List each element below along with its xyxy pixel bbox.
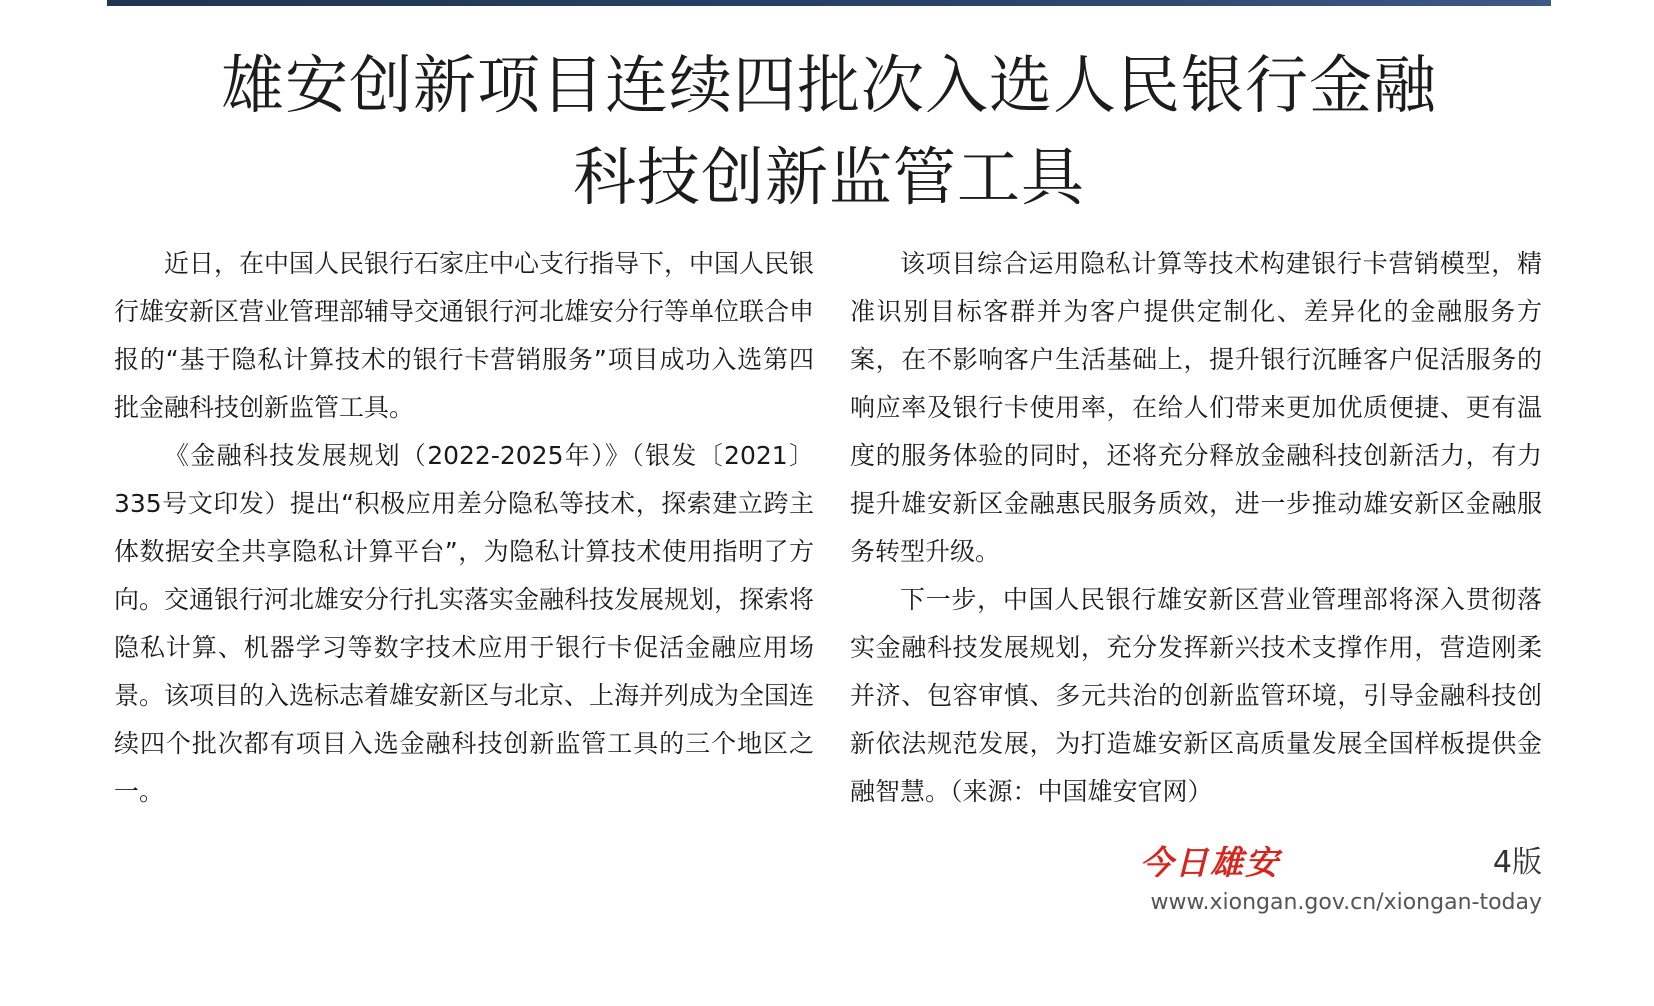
headline-line-2: 科技创新监管工具 (573, 141, 1085, 214)
article-column-left (114, 240, 814, 816)
headline (107, 40, 1551, 224)
headline-line-1: 雄安创新项目连续四批次入选人民银行金融 (221, 49, 1437, 122)
article-paragraph: 下一步，中国人民银行雄安新区营业管理部将深入贯彻落实金融科技发展规划，充分发挥新兴技术支撑作用，营造刚柔并济、包容审慎、多元共治的创新监管环境，引导金融科技创新依法规范发展，为打造雄安新区高质量发展全国样板提供金融智慧。（来源：中国雄安官网） (850, 585, 1542, 806)
page-number: 4版 (1492, 845, 1542, 880)
source-url: www.xiongan.gov.cn/xiongan-today (1150, 890, 1542, 915)
article-paragraph: 该项目综合运用隐私计算等技术构建银行卡营销模型，精准识别目标客群并为客户提供定制化、差异化的金融服务方案，在不影响客户生活基础上，提升银行沉睡客户促活服务的响应率及银行卡使用率，在给人们带来更加优质便捷、更有温度的服务体验的同时，还将充分释放金融科技创新活力，有力提升雄安新区金融惠民服务质效，进一步推动雄安新区金融服务转型升级。 (850, 249, 1542, 566)
article-column-right (850, 240, 1542, 816)
article-paragraph: 《金融科技发展规划（2022-2025年）》（银发〔2021〕335号文印发）提出“积极应用差分隐私等技术，探索建立跨主体数据安全共享隐私计算平台”，为隐私计算技术使用指明了方向。交通银行河北雄安分行扎实落实金融科技发展规划，探索将隐私计算、机器学习等数字技术应用于银行卡促活金融应用场景。该项目的入选标志着雄安新区与北京、上海并列成为全国连续四个批次都有项目入选金融科技创新监管工具的三个地区之一。 (114, 441, 815, 806)
article-paragraph: 近日，在中国人民银行石家庄中心支行指导下，中国人民银行雄安新区营业管理部辅导交通银行河北雄安分行等单位联合申报的“基于隐私计算技术的银行卡营销服务”项目成功入选第四批金融科技创新监管工具。 (114, 249, 815, 422)
masthead-logo: 今日雄安 (1140, 843, 1280, 882)
top-rule (107, 0, 1551, 6)
